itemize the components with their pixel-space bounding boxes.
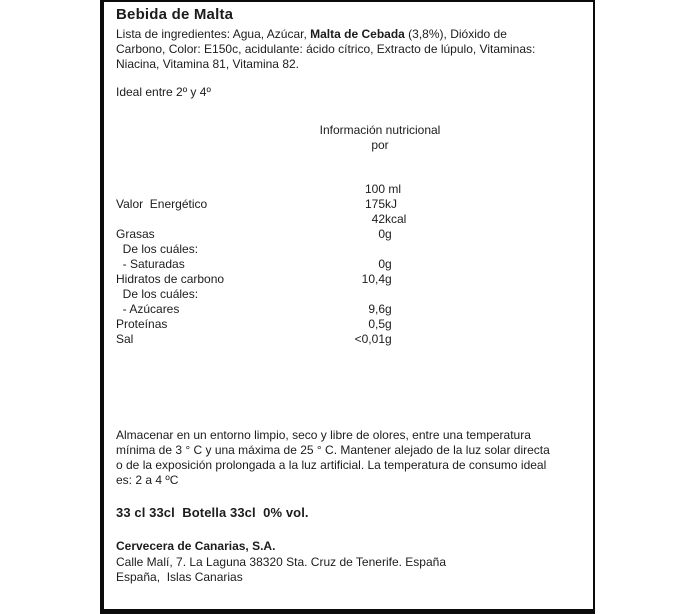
storage-line-1: Almacenar en un entorno limpio, seco y libre de olores, entre una temperatura: [116, 428, 531, 442]
ingredients-line-2: Carbono, Color: E150c, acidulante: ácido cítrico, Extracto de lúpulo, Vitaminas:: [116, 42, 536, 56]
table-row: [116, 182, 585, 197]
serving-temperature-note: Ideal entre 2º y 4º: [116, 85, 211, 99]
nutrient-value: 0,5: [368, 317, 385, 331]
table-row: [116, 227, 585, 242]
table-row: [116, 332, 585, 347]
table-row: [116, 302, 585, 317]
ingredients-line-3: Niacina, Vitamina 81, Vitamina 82.: [116, 57, 299, 71]
nutrient-value: 0: [378, 257, 385, 271]
table-row: [116, 272, 585, 287]
nutrient-label: Proteínas: [116, 317, 168, 331]
manufacturer-name: Cervecera de Canarias, S.A.: [116, 539, 276, 553]
manufacturer-address-line-2: España, Islas Canarias: [116, 570, 243, 584]
nutrient-unit: g: [385, 317, 392, 331]
nutrient-value: <0,01: [354, 332, 385, 346]
nutrient-label: Valor Energético: [116, 197, 208, 211]
nutrient-value: 100: [364, 182, 385, 196]
nutrient-unit: ml: [385, 182, 401, 196]
table-row: [116, 257, 585, 272]
nutrient-unit: g: [385, 257, 392, 271]
ingredients-text-post: (3,8%), Dióxido de: [404, 27, 507, 41]
nutrient-value: 0: [378, 227, 385, 241]
nutrient-label: Hidratos de carbono: [116, 272, 225, 286]
nutrient-value: 9,6: [368, 302, 385, 316]
nutrient-label: De los cuáles:: [116, 287, 199, 301]
manufacturer-block: [116, 539, 585, 586]
nutrition-header-per: por: [371, 138, 389, 152]
nutrient-value: 42: [371, 212, 385, 226]
nutrient-label: Grasas: [116, 227, 155, 241]
nutrient-unit: g: [385, 332, 392, 346]
storage-line-2: mínima de 3 ° C y una máxima de 25 ° C. Mantener alejado de la luz solar directa: [116, 443, 550, 457]
product-label: [100, 0, 595, 614]
nutrient-label: Sal: [116, 332, 134, 346]
nutrient-label: De los cuáles:: [116, 242, 199, 256]
product-title: Bebida de Malta: [116, 6, 234, 23]
nutrient-unit: kcal: [385, 212, 407, 226]
nutrient-unit: kJ: [385, 197, 397, 211]
table-row: [116, 197, 585, 212]
ingredients-paragraph: [116, 27, 585, 72]
nutrient-unit: g: [385, 302, 392, 316]
ingredients-text-pre: Lista de ingredientes: Agua, Azúcar,: [116, 27, 311, 41]
table-row: [116, 287, 585, 302]
nutrient-label: - Saturadas: [116, 257, 185, 271]
nutrient-value: 175: [364, 197, 385, 211]
table-row: [116, 317, 585, 332]
storage-line-4: es: 2 a 4 ºC: [116, 473, 179, 487]
nutrient-unit: g: [385, 272, 392, 286]
nutrition-header-title: Información nutricional: [319, 123, 441, 137]
ingredients-bold-segment: Malta de Cebada: [310, 27, 405, 41]
manufacturer-address-line-1: Calle Malí, 7. La Laguna 38320 Sta. Cruz de Tenerife. España: [116, 554, 446, 569]
volume-statement: 33 cl 33cl Botella 33cl 0% vol.: [116, 505, 309, 520]
ingredients-line-1: [116, 27, 585, 42]
nutrition-table: [116, 182, 585, 347]
table-row: [116, 242, 585, 257]
storage-instructions: [116, 428, 585, 488]
nutrition-header: [315, 123, 445, 153]
nutrient-unit: g: [385, 227, 392, 241]
nutrient-label: - Azúcares: [116, 302, 180, 316]
table-row: [116, 212, 585, 227]
nutrient-value: 10,4: [361, 272, 385, 286]
storage-line-3: o de la exposición prolongada a la luz artificial. La temperatura de consumo ideal: [116, 458, 547, 472]
